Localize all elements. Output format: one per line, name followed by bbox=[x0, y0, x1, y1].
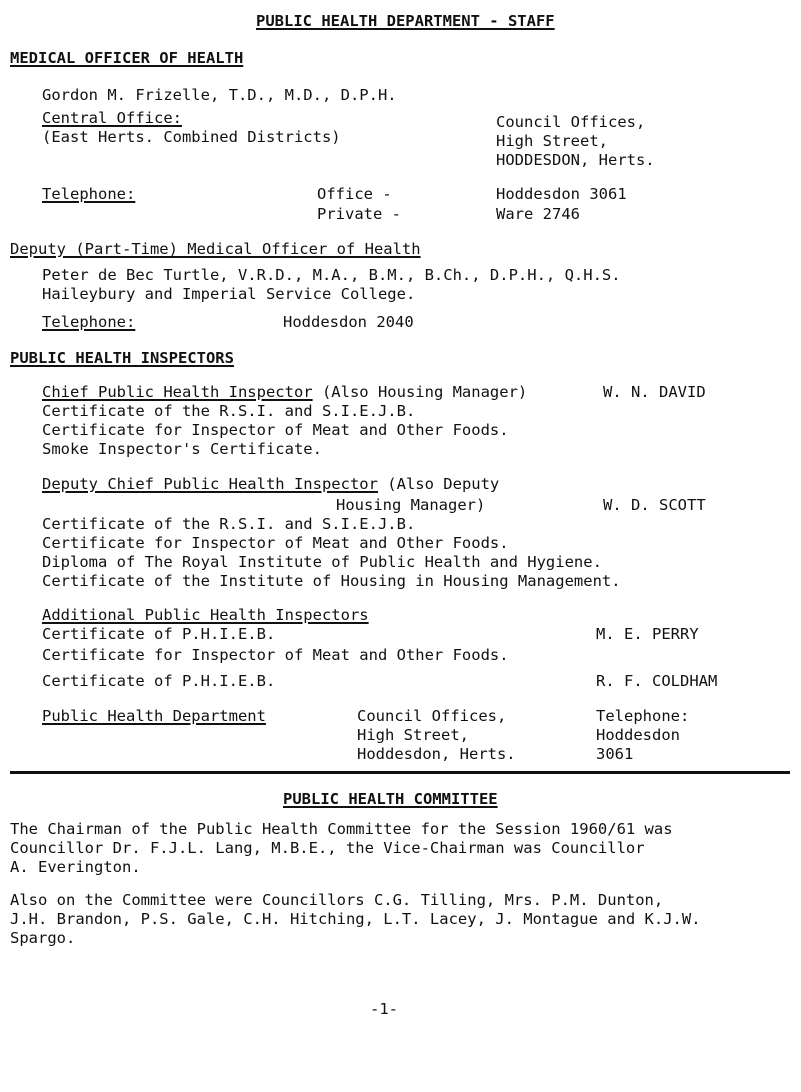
deputy-chief-title-line bbox=[42, 475, 499, 494]
chief-qual-1: Certificate of the R.S.I. and S.I.E.J.B. bbox=[42, 402, 416, 420]
chief-name: W. N. DAVID bbox=[603, 383, 706, 401]
committee-para1-line1: The Chairman of the Public Health Committee for the Session 1960/61 was bbox=[10, 820, 673, 838]
additional-heading: Additional Public Health Inspectors bbox=[42, 606, 369, 624]
department-address-3: Hoddesdon, Herts. bbox=[357, 745, 516, 763]
section-divider bbox=[10, 771, 790, 774]
department-address-1: Council Offices, bbox=[357, 707, 507, 725]
deputy-telephone: Hoddesdon 2040 bbox=[283, 313, 414, 331]
moh-address-3: HODDESDON, Herts. bbox=[496, 151, 655, 169]
deputy-chief-title: Deputy Chief Public Health Inspector bbox=[42, 475, 378, 493]
moh-address-2: High Street, bbox=[496, 132, 608, 150]
moh-name: Gordon M. Frizelle, T.D., M.D., D.P.H. bbox=[42, 86, 397, 104]
chief-title-line bbox=[42, 383, 527, 402]
deputy-chief-name: W. D. SCOTT bbox=[603, 496, 706, 514]
chief-title-note: (Also Housing Manager) bbox=[312, 383, 528, 401]
central-office-label: Central Office: bbox=[42, 109, 182, 127]
committee-para1-line2: Councillor Dr. F.J.L. Lang, M.B.E., the Vice-Chairman was Councillor bbox=[10, 839, 645, 857]
committee-heading: PUBLIC HEALTH COMMITTEE bbox=[283, 790, 498, 808]
deputy-chief-qual-4: Certificate of the Institute of Housing in Housing Management. bbox=[42, 572, 621, 590]
inspectors-heading: PUBLIC HEALTH INSPECTORS bbox=[10, 349, 234, 367]
committee-para2-line2: J.H. Brandon, P.S. Gale, C.H. Hitching, L.T. Lacey, J. Montague and K.J.W. bbox=[10, 910, 701, 928]
department-label: Public Health Department bbox=[42, 707, 266, 725]
additional-qual-3: Certificate of P.H.I.E.B. bbox=[42, 672, 276, 690]
additional-qual-2: Certificate for Inspector of Meat and Other Foods. bbox=[42, 646, 509, 664]
committee-para2-line1: Also on the Committee were Councillors C.G. Tilling, Mrs. P.M. Dunton, bbox=[10, 891, 664, 909]
moh-heading: MEDICAL OFFICER OF HEALTH bbox=[10, 49, 244, 67]
department-address-2: High Street, bbox=[357, 726, 469, 744]
deputy-chief-note-2: Housing Manager) bbox=[336, 496, 486, 514]
office-label: Office - bbox=[317, 185, 392, 203]
deputy-telephone-label: Telephone: bbox=[42, 313, 136, 331]
private-number: Ware 2746 bbox=[496, 205, 580, 223]
page-title: PUBLIC HEALTH DEPARTMENT - STAFF bbox=[256, 12, 555, 30]
chief-qual-2: Certificate for Inspector of Meat and Other Foods. bbox=[42, 421, 509, 439]
private-label: Private - bbox=[317, 205, 401, 223]
district: (East Herts. Combined Districts) bbox=[42, 128, 341, 146]
office-number: Hoddesdon 3061 bbox=[496, 185, 627, 203]
deputy-chief-note: (Also Deputy bbox=[377, 475, 500, 493]
chief-title: Chief Public Health Inspector bbox=[42, 383, 313, 401]
deputy-chief-qual-1: Certificate of the R.S.I. and S.I.E.J.B. bbox=[42, 515, 416, 533]
page-number: -1- bbox=[370, 1000, 398, 1018]
moh-address-1: Council Offices, bbox=[496, 113, 646, 131]
deputy-name: Peter de Bec Turtle, V.R.D., M.A., B.M., B.Ch., D.P.H., Q.H.S. bbox=[42, 266, 621, 284]
department-telephone-label: Telephone: bbox=[596, 707, 690, 725]
deputy-heading: Deputy (Part-Time) Medical Officer of Health bbox=[10, 240, 421, 258]
deputy-college: Haileybury and Imperial Service College. bbox=[42, 285, 416, 303]
department-telephone-exchange: Hoddesdon bbox=[596, 726, 680, 744]
department-telephone-number: 3061 bbox=[596, 745, 634, 763]
additional-name-1: M. E. PERRY bbox=[596, 625, 699, 643]
deputy-chief-qual-2: Certificate for Inspector of Meat and Other Foods. bbox=[42, 534, 509, 552]
committee-para1-line3: A. Everington. bbox=[10, 858, 141, 876]
moh-telephone-label: Telephone: bbox=[42, 185, 136, 203]
chief-qual-3: Smoke Inspector's Certificate. bbox=[42, 440, 322, 458]
additional-name-3: R. F. COLDHAM bbox=[596, 672, 718, 690]
additional-qual-1: Certificate of P.H.I.E.B. bbox=[42, 625, 276, 643]
deputy-chief-qual-3: Diploma of The Royal Institute of Public Health and Hygiene. bbox=[42, 553, 602, 571]
committee-para2-line3: Spargo. bbox=[10, 929, 76, 947]
